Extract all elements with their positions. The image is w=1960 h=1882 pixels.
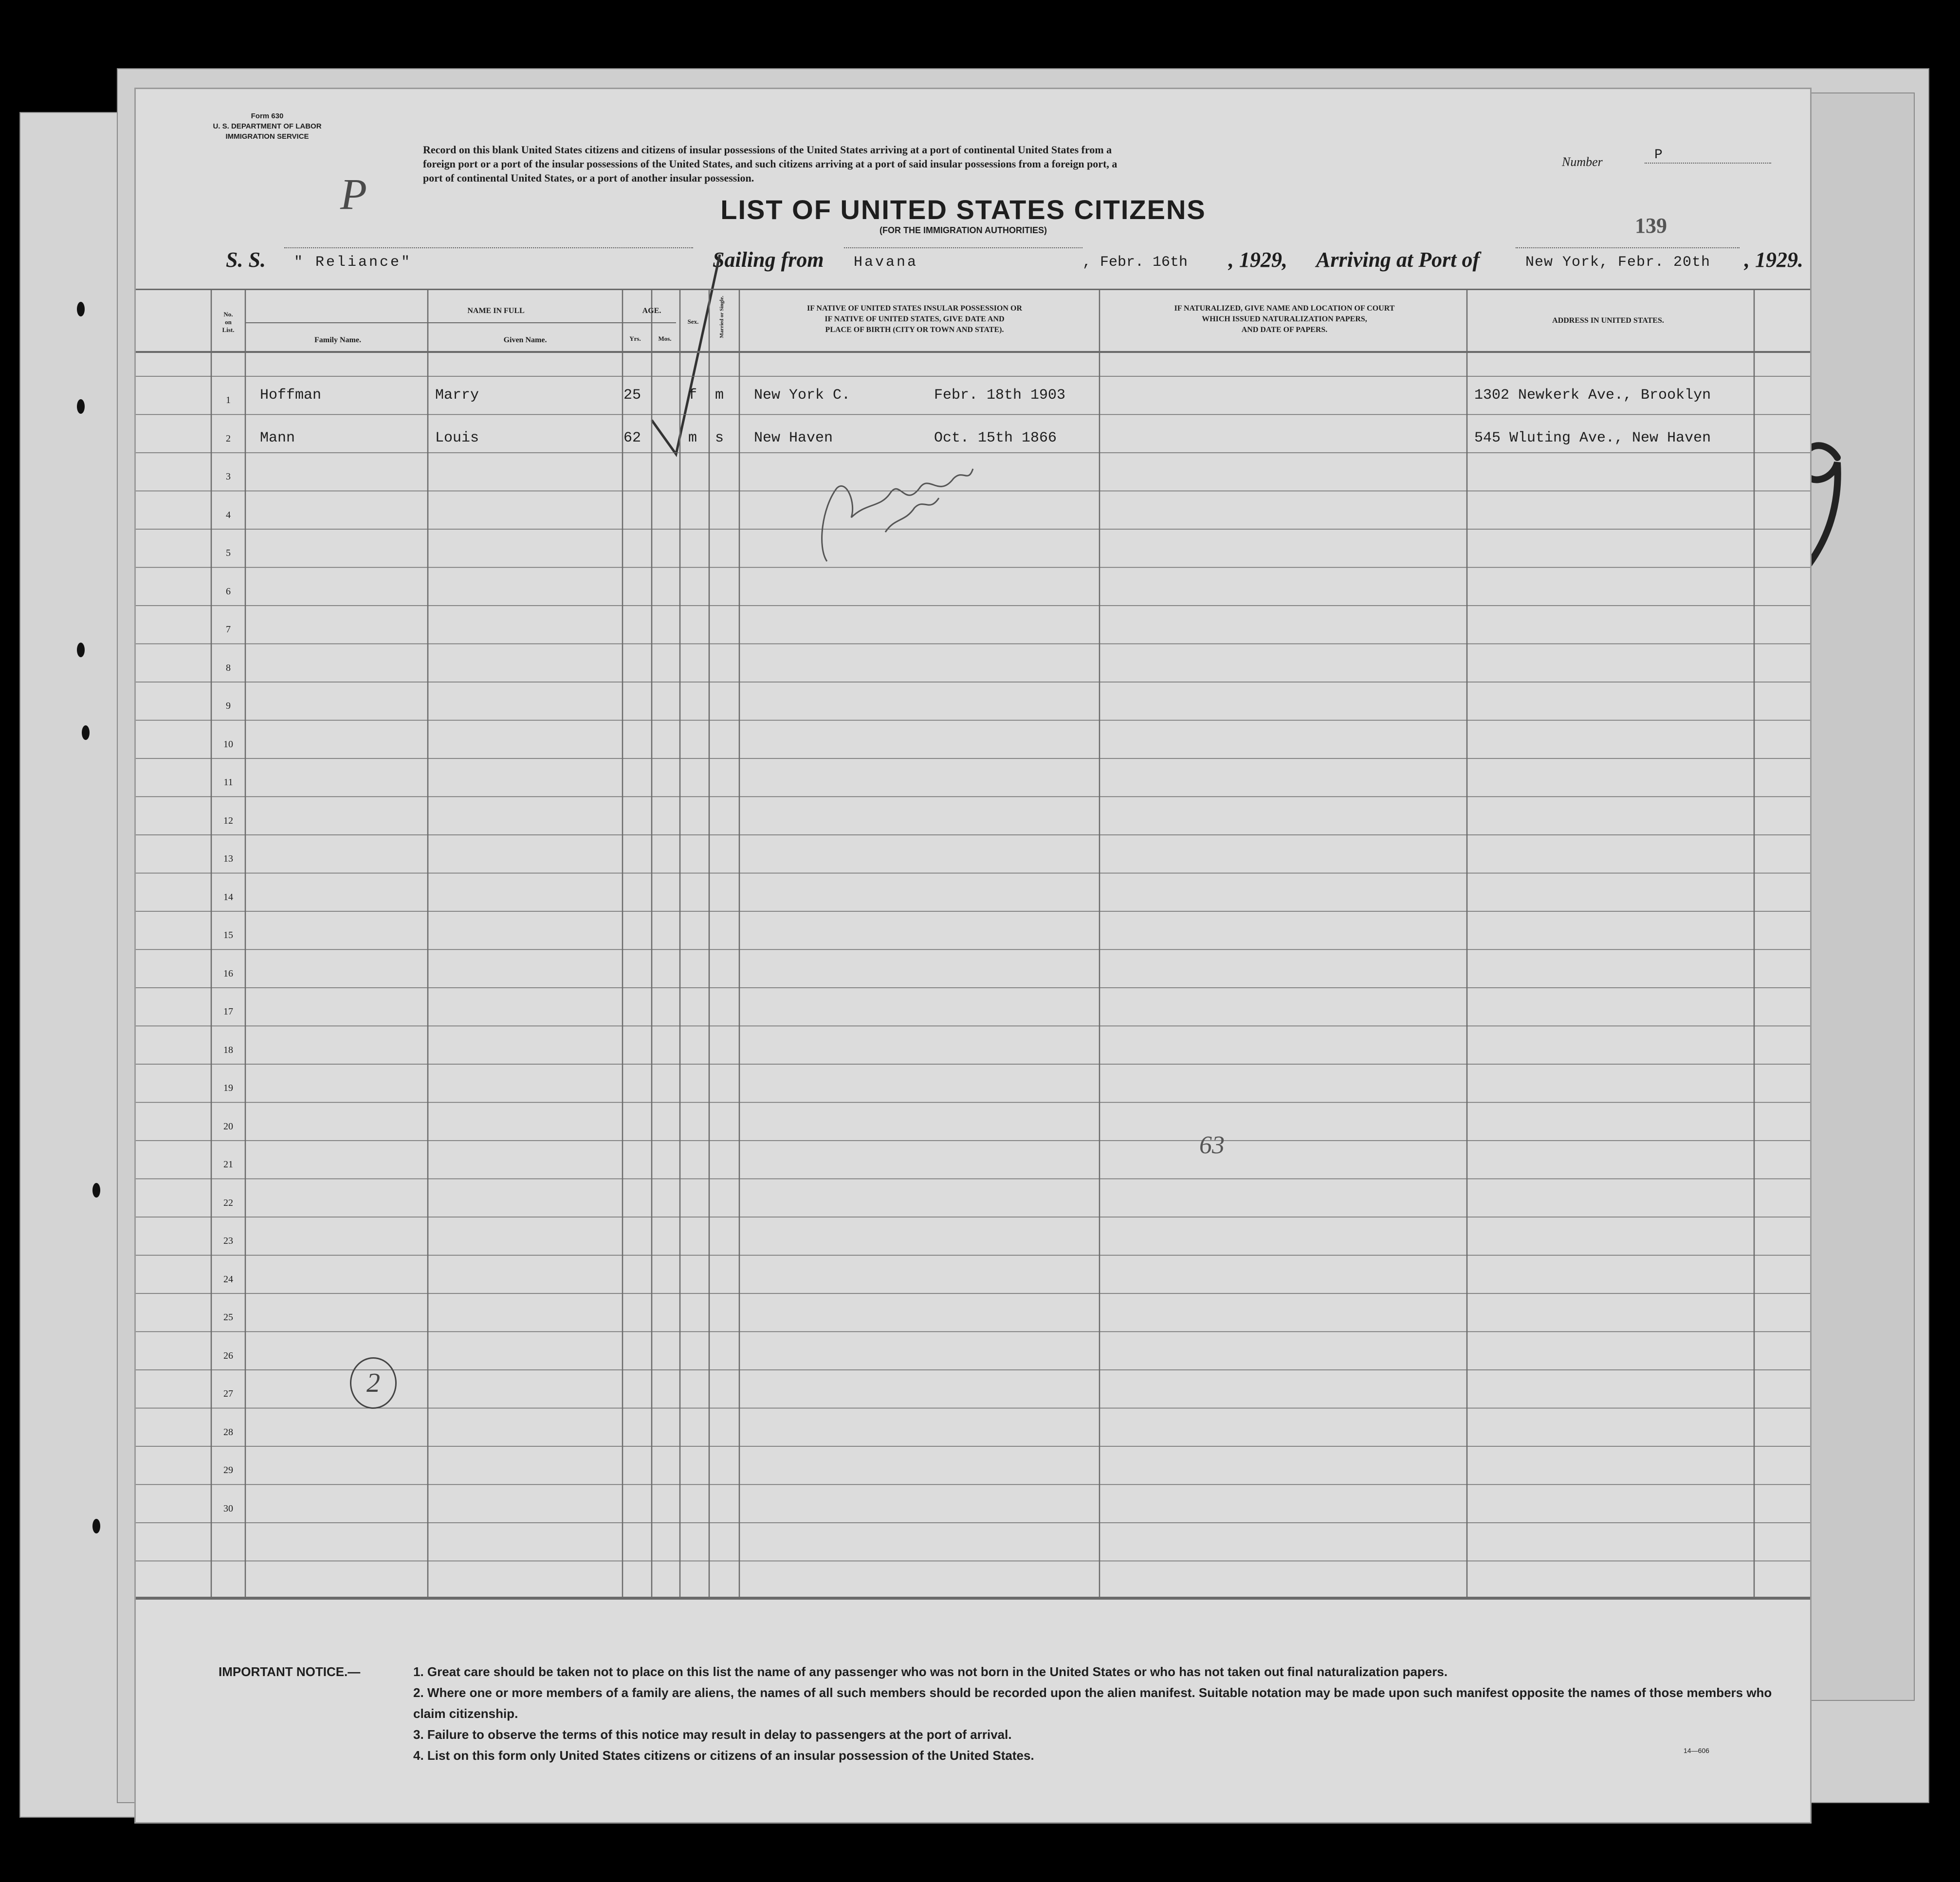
address: 545 Wluting Ave., New Haven bbox=[1474, 430, 1711, 446]
row-number: 18 bbox=[223, 1044, 233, 1055]
page-subtitle: (FOR THE IMMIGRATION AUTHORITIES) bbox=[879, 225, 1047, 235]
instructions-line: port of continental United States, or a port of another insular possession. bbox=[423, 172, 754, 184]
service: IMMIGRATION SERVICE bbox=[225, 132, 309, 141]
punch-hole bbox=[92, 1183, 100, 1198]
department: U. S. DEPARTMENT OF LABOR bbox=[213, 122, 322, 130]
notice-item-4: 4. List on this form only United States citizens or citizens of an insular possession of the United States. bbox=[413, 1748, 1034, 1763]
number-label: Number bbox=[1562, 155, 1603, 169]
header-months: Mos. bbox=[658, 335, 672, 342]
birth-place: New Haven bbox=[754, 430, 833, 446]
row-number: 6 bbox=[226, 586, 231, 597]
row-number: 25 bbox=[223, 1312, 233, 1323]
row-number: 22 bbox=[223, 1197, 233, 1208]
manifest-page bbox=[134, 88, 1812, 1824]
header-given-name: Given Name. bbox=[503, 336, 547, 344]
punch-hole bbox=[77, 302, 85, 316]
row-number: 10 bbox=[223, 738, 233, 750]
header-married-single: Married or Single. bbox=[719, 295, 725, 338]
row-number: 11 bbox=[223, 777, 233, 788]
row-number: 29 bbox=[223, 1465, 233, 1476]
form-number: Form 630 bbox=[251, 112, 284, 120]
age-years: 25 bbox=[623, 387, 641, 404]
sex: m bbox=[688, 430, 697, 446]
header-address: ADDRESS IN UNITED STATES. bbox=[1552, 316, 1664, 325]
arrival-year: , 1929. bbox=[1744, 248, 1803, 272]
row-number: 21 bbox=[223, 1159, 233, 1170]
instructions-line: Record on this blank United States citizens and citizens of insular possessions of the United States arriving at a port of continental United States from a bbox=[423, 144, 1112, 156]
handwritten-p-mark: P bbox=[340, 170, 367, 219]
header-age: AGE. bbox=[642, 307, 661, 315]
header-years: Yrs. bbox=[629, 335, 641, 342]
row-number: 17 bbox=[223, 1006, 233, 1017]
row-number: 23 bbox=[223, 1236, 233, 1246]
number-value: P bbox=[1645, 148, 1771, 164]
row-number: 16 bbox=[223, 968, 233, 979]
address: 1302 Newkerk Ave., Brooklyn bbox=[1474, 387, 1711, 404]
birth-date: Oct. 15th 1866 bbox=[934, 430, 1057, 446]
marital-status: s bbox=[715, 430, 724, 446]
row-number: 30 bbox=[223, 1503, 233, 1514]
row-number: 20 bbox=[223, 1121, 233, 1132]
handwritten-signature bbox=[807, 449, 983, 576]
row-number: 13 bbox=[223, 853, 233, 864]
row-number: 8 bbox=[226, 662, 231, 673]
sailing-label: Sailing from bbox=[713, 248, 824, 272]
row-number: 19 bbox=[223, 1083, 233, 1093]
sex: f bbox=[688, 387, 697, 404]
row-number: 7 bbox=[226, 624, 231, 635]
form-code: 14—606 bbox=[1684, 1747, 1709, 1754]
form-instructions bbox=[423, 143, 1484, 185]
departure-port: Havana bbox=[854, 254, 918, 271]
back-sheet bbox=[1801, 92, 1915, 1701]
header-family-name: Family Name. bbox=[314, 336, 361, 344]
page-stamp: 139 bbox=[1635, 214, 1667, 238]
instructions-line: foreign port or a port of the insular possessions of the United States, and such citizens arriving at a port of said insular possessions from a foreign port, a bbox=[423, 158, 1117, 170]
given-name: Louis bbox=[435, 430, 479, 446]
family-name: Hoffman bbox=[260, 387, 322, 404]
punch-hole bbox=[77, 399, 85, 414]
departure-year: , 1929, bbox=[1228, 248, 1287, 272]
circled-number: 2 bbox=[350, 1357, 397, 1409]
row-number: 3 bbox=[226, 471, 231, 482]
arrival-port-date: New York, Febr. 20th bbox=[1525, 254, 1711, 271]
row-number: 27 bbox=[223, 1388, 233, 1399]
notice-label: IMPORTANT NOTICE.— bbox=[219, 1664, 361, 1679]
birth-place: New York C. bbox=[754, 387, 851, 404]
row-number: 12 bbox=[223, 815, 233, 826]
header-naturalized: IF NATURALIZED, GIVE NAME AND LOCATION OF COURT WHICH ISSUED NATURALIZATION PAPERS, AND DATE OF PAPERS. bbox=[1174, 304, 1395, 334]
voyage-line bbox=[226, 247, 1803, 281]
row-number: 4 bbox=[226, 509, 231, 520]
family-name: Mann bbox=[260, 430, 295, 446]
header-birth: IF NATIVE OF UNITED STATES INSULAR POSSESSION OR IF NATIVE OF UNITED STATES, GIVE DATE AND PLACE OF BIRTH (CITY OR TOWN AND STATE). bbox=[806, 304, 1023, 334]
ship-name: " Reliance" bbox=[294, 254, 412, 271]
row-number: 2 bbox=[226, 433, 231, 444]
row-number: 5 bbox=[226, 548, 231, 558]
form-identifier bbox=[194, 111, 340, 142]
departure-date: , Febr. 16th bbox=[1082, 254, 1188, 271]
header-sex: Sex. bbox=[687, 318, 699, 325]
marital-status: m bbox=[715, 387, 724, 404]
punch-hole bbox=[82, 725, 90, 740]
given-name: Marry bbox=[435, 387, 479, 404]
notice-item-2: 2. Where one or more members of a family are aliens, the names of all such members should be recorded upon the alien manifest. Suitable notation may be made upon such manifest opposite the names of those members who claim citizenship. bbox=[413, 1685, 1772, 1721]
row-number: 14 bbox=[223, 891, 233, 903]
row-number: 9 bbox=[226, 701, 231, 711]
row-number: 15 bbox=[223, 930, 233, 941]
page-title: LIST OF UNITED STATES CITIZENS bbox=[720, 194, 1206, 225]
birth-date: Febr. 18th 1903 bbox=[934, 387, 1066, 404]
age-years: 62 bbox=[623, 430, 641, 446]
ss-label: S. S. bbox=[226, 248, 266, 272]
notice-item-1: 1. Great care should be taken not to place on this list the name of any passenger who was not born in the United States or who has not taken out final naturalization papers. bbox=[413, 1664, 1448, 1679]
arriving-label: Arriving at Port of bbox=[1316, 248, 1480, 272]
notice-item-3: 3. Failure to observe the terms of this notice may result in delay to passengers at the port of arrival. bbox=[413, 1727, 1012, 1742]
pencil-number: 63 bbox=[1199, 1131, 1225, 1159]
header-number: No. on List. bbox=[222, 311, 235, 333]
row-number: 28 bbox=[223, 1426, 233, 1438]
row-number: 26 bbox=[223, 1350, 233, 1361]
row-number: 1 bbox=[226, 395, 231, 406]
punch-hole bbox=[77, 643, 85, 657]
header-name-in-full: NAME IN FULL bbox=[467, 307, 525, 315]
row-number: 24 bbox=[223, 1273, 233, 1285]
punch-hole bbox=[92, 1519, 100, 1533]
